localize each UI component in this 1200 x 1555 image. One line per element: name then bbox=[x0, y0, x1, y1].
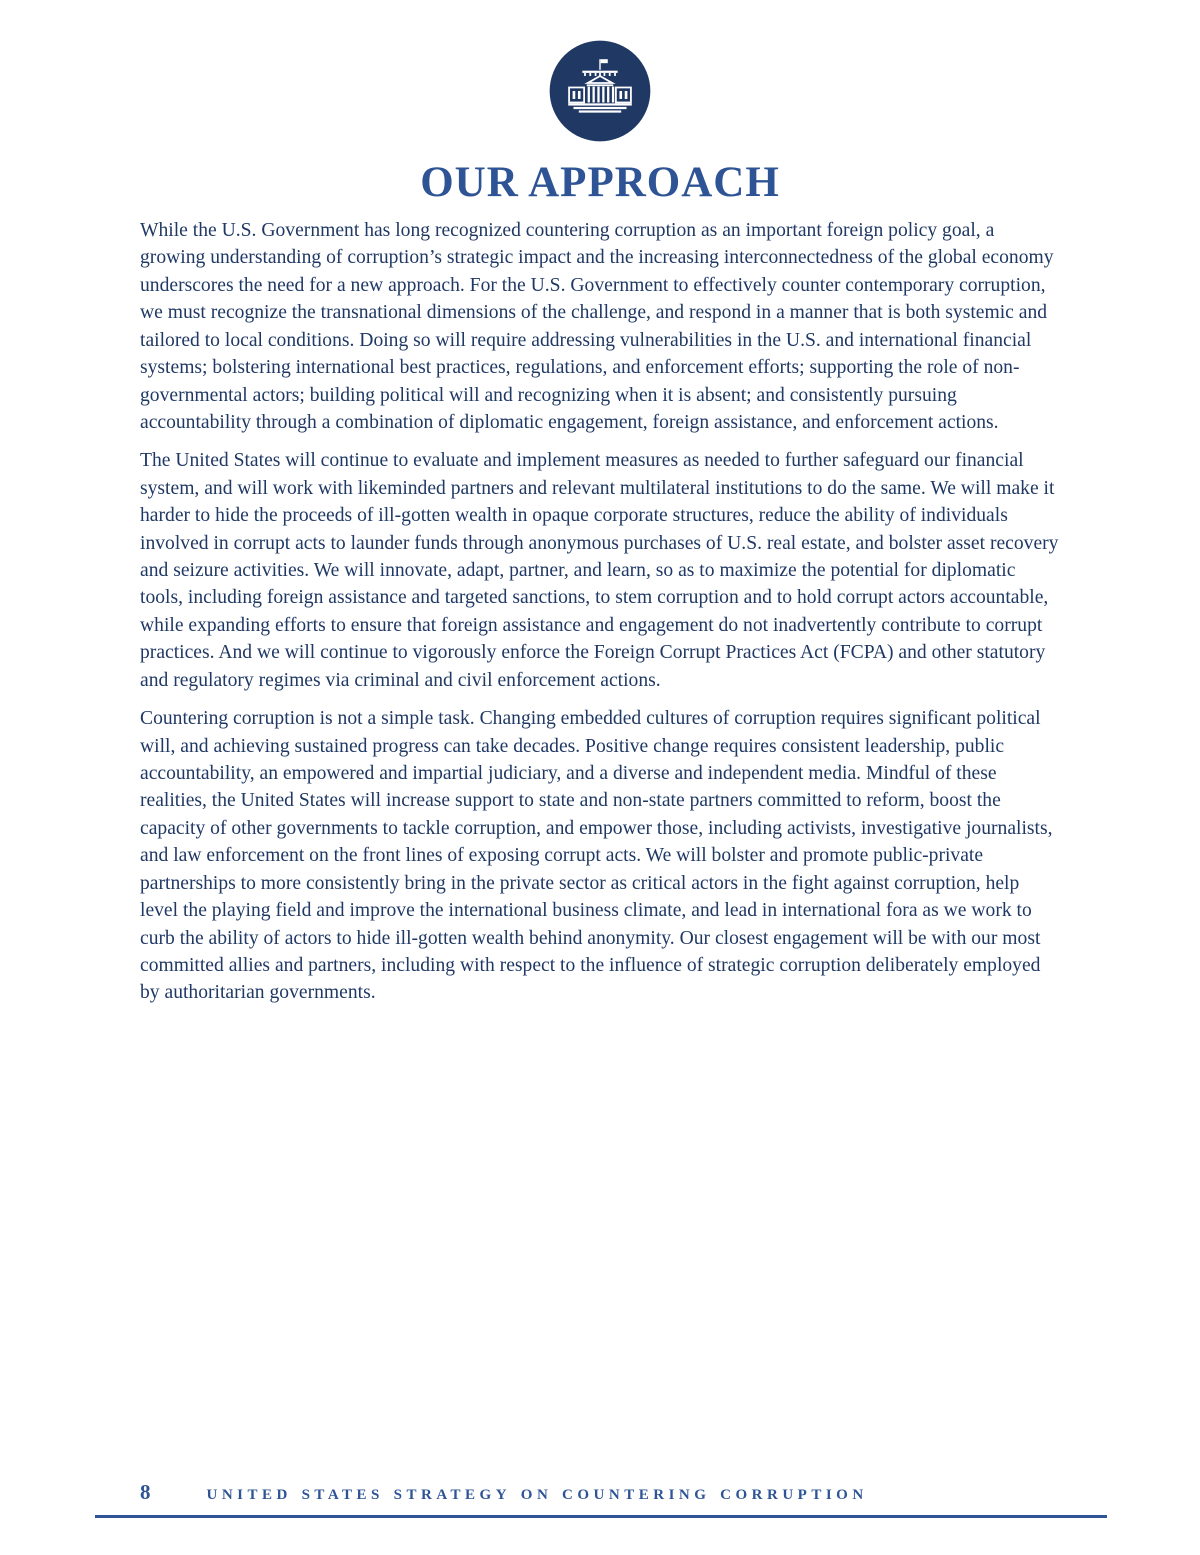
paragraph-approach-overview: While the U.S. Government has long recognized countering corruption as an important foreign policy goal, a growing understanding of corruption’s strategic impact and the increasing interconnectedness of the global economy underscores the need for a new approach. For the U.S. Government to effectively counter contemporary corruption, we must recognize the transnational dimensions of the challenge, and respond in a manner that is both systemic and tailored to local conditions. Doing so will require addressing vulnerabilities in the U.S. and international financial systems; bolstering international best practices, regulations, and enforcement efforts; supporting the role of non-governmental actors; building political will and recognizing when it is absent; and consistently pursuing accountability through a combination of diplomatic engagement, foreign assistance, and enforcement actions. bbox=[140, 220, 1054, 433]
paragraph-financial-measures: The United States will continue to evaluate and implement measures as needed to further safeguard our financial system, and will work with likeminded partners and relevant multilateral institutions to do the same. We will make it harder to hide the proceeds of ill-gotten wealth in opaque corporate structures, reduce the ability of individuals involved in corrupt acts to launder funds through anonymous purchases of U.S. real estate, and bolster asset recovery and seizure activities. We will innovate, adapt, partner, and learn, so as to maximize the potential for diplomatic tools, including foreign assistance and targeted sanctions, to stem corruption and to hold corrupt actors accountable, while expanding efforts to ensure that foreign assistance and engagement do not inadvertently contribute to corrupt practices. And we will continue to vigorously enforce the Foreign Corrupt Practices Act (FCPA) and other statutory and regulatory regimes via criminal and civil enforcement actions. bbox=[140, 450, 1059, 691]
body-text bbox=[140, 217, 1062, 1007]
page-footer bbox=[140, 1480, 1062, 1518]
page-title: OUR APPROACH bbox=[420, 159, 780, 206]
page-number: 8 bbox=[140, 1480, 151, 1504]
white-house-logo bbox=[547, 38, 653, 144]
footer-rule bbox=[95, 1515, 1107, 1518]
footer-document-title: united states strategy on countering corruption bbox=[206, 1480, 868, 1504]
paragraph-countering-task: Countering corruption is not a simple task. Changing embedded cultures of corruption requires significant political will, and achieving sustained progress can take decades. Positive change requires consistent leadership, public accountability, an empowered and impartial judiciary, and a diverse and independent media. Mindful of these realities, the United States will increase support to state and non-state partners committed to reform, boost the capacity of other governments to tackle corruption, and empower those, including activists, investigative journalists, and law enforcement on the front lines of exposing corrupt acts. We will bolster and promote public-private partnerships to more consistently bring in the private sector as critical actors in the fight against corruption, help level the playing field and improve the international business climate, and lead in international fora as we work to curb the ability of actors to hide ill-gotten wealth behind anonymity. Our closest engagement will be with our most committed allies and partners, including with respect to the influence of strategic corruption deliberately employed by authoritarian governments. bbox=[140, 708, 1053, 1004]
footer-line bbox=[140, 1480, 1062, 1505]
white-house-seal-icon bbox=[547, 38, 653, 144]
